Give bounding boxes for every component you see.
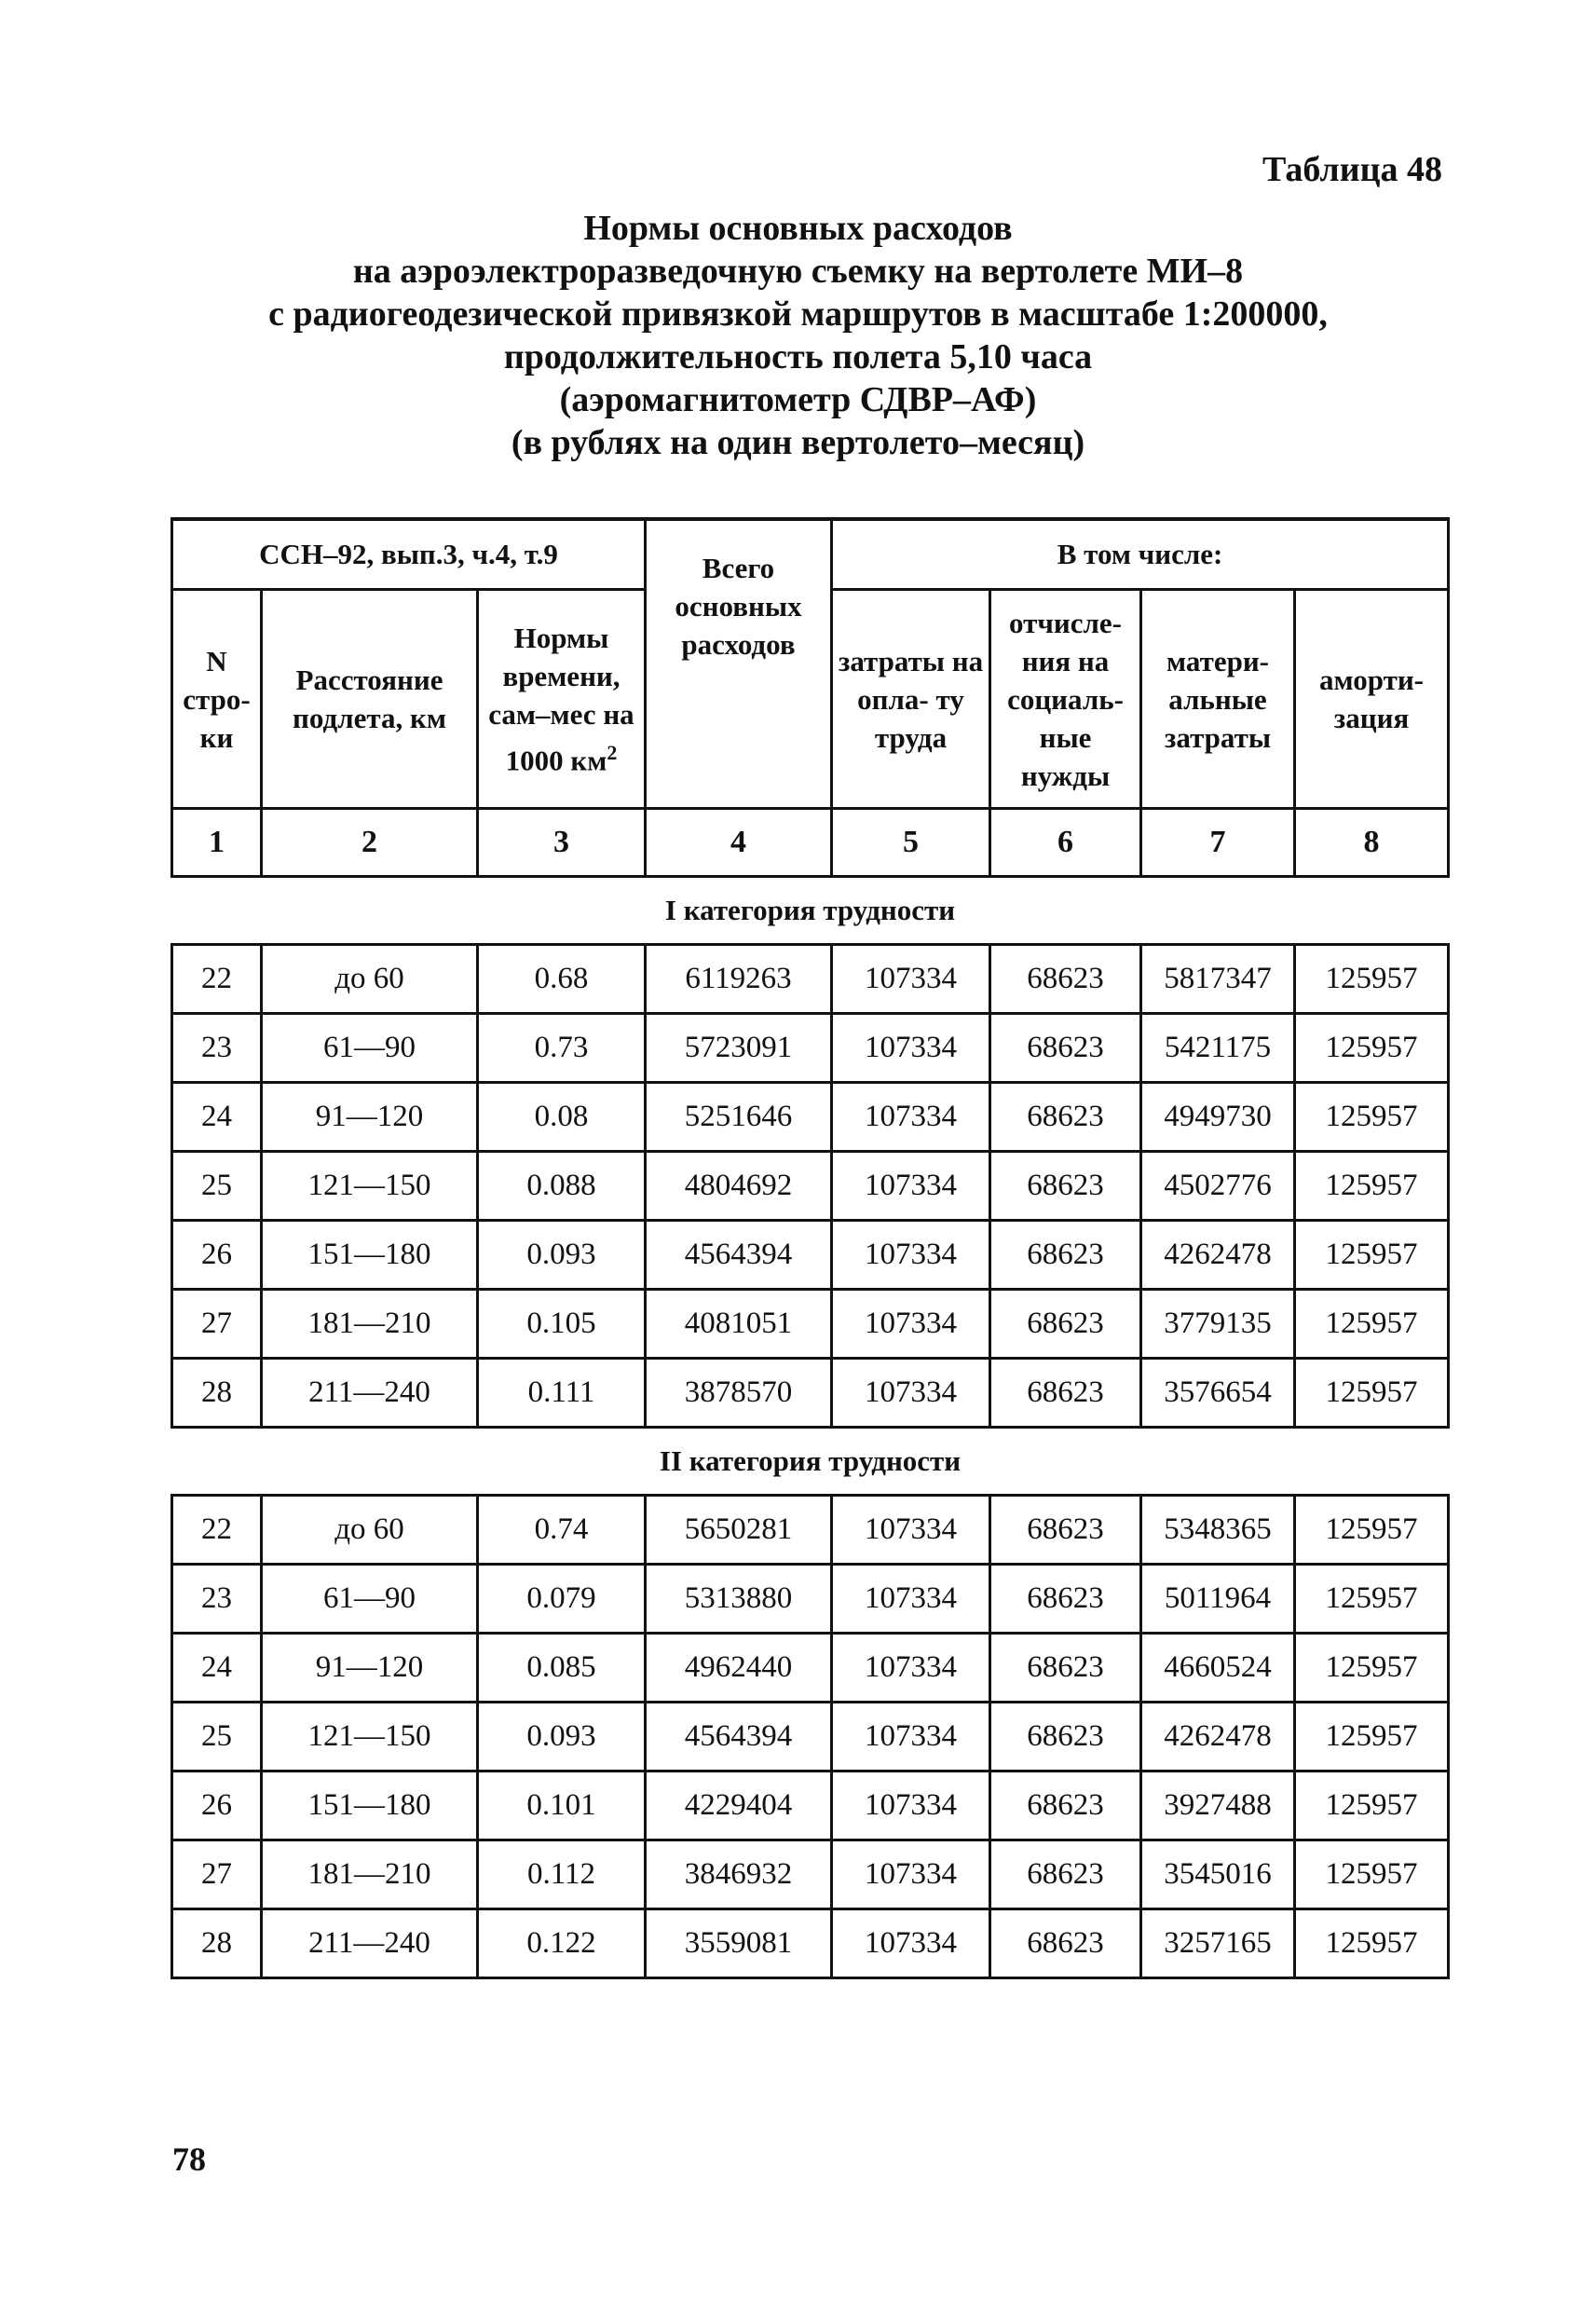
column-number: 7: [1141, 809, 1295, 877]
table-cell: 107334: [832, 1703, 990, 1772]
table-row: [172, 1083, 1449, 1152]
category-title: II категория трудности: [172, 1428, 1449, 1496]
table-cell: 3846932: [646, 1840, 832, 1909]
table-cell: 125957: [1295, 1290, 1449, 1359]
page-number: 78: [172, 2141, 206, 2178]
title-line: (в рублях на один вертолето–месяц): [511, 423, 1085, 462]
table-cell: 211—240: [262, 1909, 478, 1978]
table-cell: 125957: [1295, 945, 1449, 1014]
table-cell: 3779135: [1141, 1290, 1295, 1359]
table-cell: 125957: [1295, 1359, 1449, 1428]
table-row: [172, 1359, 1449, 1428]
table-cell: 23: [172, 1565, 262, 1634]
table-cell: 68623: [990, 1014, 1141, 1083]
table-row: [172, 1152, 1449, 1221]
table-cell: 26: [172, 1221, 262, 1290]
table-cell: 125957: [1295, 1565, 1449, 1634]
total-header: Всего основных расходов: [646, 519, 832, 809]
source-header: ССН–92, вып.3, ч.4, т.9: [172, 519, 646, 590]
table-cell: 5348365: [1141, 1496, 1295, 1565]
table-cell: 3576654: [1141, 1359, 1295, 1428]
table-row: [172, 1909, 1449, 1978]
table-cell: 107334: [832, 1014, 990, 1083]
title-line: с радиогеодезической привязкой маршрутов в масштабе 1:200000,: [268, 294, 1328, 334]
social-contributions-header: отчисле- ния на социаль- ные нужды: [990, 590, 1141, 809]
time-norms-label: Нормы времени, сам–мес на: [488, 621, 634, 731]
table-cell: 107334: [832, 1083, 990, 1152]
table-cell: 107334: [832, 1152, 990, 1221]
table-cell: 24: [172, 1083, 262, 1152]
table-cell: 0.112: [478, 1840, 646, 1909]
table-cell: 22: [172, 945, 262, 1014]
table-row: [172, 1772, 1449, 1840]
table-row: [172, 1290, 1449, 1359]
table-cell: 0.085: [478, 1634, 646, 1703]
table-cell: 61—90: [262, 1565, 478, 1634]
column-number: 1: [172, 809, 262, 877]
table-cell: 91—120: [262, 1634, 478, 1703]
table-cell: 125957: [1295, 1496, 1449, 1565]
table-cell: 0.111: [478, 1359, 646, 1428]
table-cell: 28: [172, 1359, 262, 1428]
table-cell: 125957: [1295, 1909, 1449, 1978]
table-cell: 107334: [832, 1359, 990, 1428]
table-cell: 0.105: [478, 1290, 646, 1359]
table-cell: 0.093: [478, 1703, 646, 1772]
table-cell: 107334: [832, 1565, 990, 1634]
column-number: 3: [478, 809, 646, 877]
table-cell: 107334: [832, 1496, 990, 1565]
table-cell: 0.088: [478, 1152, 646, 1221]
material-cost-header: матери- альные затраты: [1141, 590, 1295, 809]
table-row: [172, 1840, 1449, 1909]
table-cell: 3927488: [1141, 1772, 1295, 1840]
table-cell: 107334: [832, 945, 990, 1014]
table-cell: 68623: [990, 1152, 1141, 1221]
table-row: [172, 1221, 1449, 1290]
table-cell: 125957: [1295, 1634, 1449, 1703]
table-cell: 125957: [1295, 1152, 1449, 1221]
column-number: 6: [990, 809, 1141, 877]
table-cell: 6119263: [646, 945, 832, 1014]
category-row: [172, 1428, 1449, 1496]
table-cell: 0.079: [478, 1565, 646, 1634]
table-cell: 22: [172, 1496, 262, 1565]
including-header: В том числе:: [832, 519, 1449, 590]
table-cell: 68623: [990, 1359, 1141, 1428]
table-cell: 0.093: [478, 1221, 646, 1290]
table-cell: 4229404: [646, 1772, 832, 1840]
table-cell: 25: [172, 1703, 262, 1772]
table-cell: 27: [172, 1840, 262, 1909]
table-cell: 3559081: [646, 1909, 832, 1978]
time-norms-unit: 1000 км: [505, 744, 607, 777]
time-norms-unit-power: 2: [607, 740, 618, 764]
table-cell: 5421175: [1141, 1014, 1295, 1083]
table-row: [172, 1565, 1449, 1634]
table-cell: 107334: [832, 1772, 990, 1840]
table-cell: 0.101: [478, 1772, 646, 1840]
table-label: Таблица 48: [1262, 150, 1442, 189]
table-cell: 151—180: [262, 1221, 478, 1290]
table-cell: 121—150: [262, 1152, 478, 1221]
table-cell: 125957: [1295, 1840, 1449, 1909]
table-cell: 121—150: [262, 1703, 478, 1772]
column-number: 2: [262, 809, 478, 877]
title-line: на аэроэлектроразведочную съемку на вертолете МИ–8: [352, 252, 1244, 291]
header-row-1: [172, 519, 1449, 590]
table-cell: 68623: [990, 1496, 1141, 1565]
table-cell: 68623: [990, 1290, 1141, 1359]
table-cell: 107334: [832, 1221, 990, 1290]
table-row: [172, 1496, 1449, 1565]
table-cell: 68623: [990, 1221, 1141, 1290]
table-cell: 68623: [990, 1772, 1141, 1840]
table-cell: 68623: [990, 1909, 1141, 1978]
category-row: [172, 877, 1449, 945]
table-cell: 5650281: [646, 1496, 832, 1565]
column-number: 8: [1295, 809, 1449, 877]
norms-table: [171, 517, 1450, 1979]
table-cell: 0.08: [478, 1083, 646, 1152]
table-cell: до 60: [262, 1496, 478, 1565]
table-row: [172, 1703, 1449, 1772]
table-cell: 25: [172, 1152, 262, 1221]
title-line: Нормы основных расходов: [583, 209, 1013, 248]
labor-cost-header: затраты на опла- ту труда: [832, 590, 990, 809]
table-cell: 28: [172, 1909, 262, 1978]
category-title: I категория трудности: [172, 877, 1449, 945]
table-cell: 0.73: [478, 1014, 646, 1083]
table-cell: 5723091: [646, 1014, 832, 1083]
table-cell: 26: [172, 1772, 262, 1840]
table-cell: 4564394: [646, 1703, 832, 1772]
row-number-header: N стро- ки: [172, 590, 262, 809]
table-row: [172, 1014, 1449, 1083]
table-cell: 4962440: [646, 1634, 832, 1703]
table-cell: 5313880: [646, 1565, 832, 1634]
table-cell: до 60: [262, 945, 478, 1014]
table-cell: 4804692: [646, 1152, 832, 1221]
table-cell: 0.68: [478, 945, 646, 1014]
column-numbers-row: [172, 809, 1449, 877]
table-cell: 5251646: [646, 1083, 832, 1152]
table-cell: 68623: [990, 1840, 1141, 1909]
table-cell: 4502776: [1141, 1152, 1295, 1221]
table-cell: 4660524: [1141, 1634, 1295, 1703]
table-cell: 68623: [990, 945, 1141, 1014]
table-row: [172, 1634, 1449, 1703]
title-line: продолжительность полета 5,10 часа: [503, 337, 1093, 376]
table-cell: 3257165: [1141, 1909, 1295, 1978]
table-cell: 3878570: [646, 1359, 832, 1428]
time-norms-header: [478, 590, 646, 809]
distance-header: Расстояние подлета, км: [262, 590, 478, 809]
table-cell: 27: [172, 1290, 262, 1359]
table-cell: 211—240: [262, 1359, 478, 1428]
table-cell: 68623: [990, 1703, 1141, 1772]
table-cell: 0.122: [478, 1909, 646, 1978]
table-cell: 107334: [832, 1290, 990, 1359]
table-cell: 3545016: [1141, 1840, 1295, 1909]
table-cell: 107334: [832, 1909, 990, 1978]
table-cell: 107334: [832, 1634, 990, 1703]
table-cell: 4081051: [646, 1290, 832, 1359]
table-cell: 68623: [990, 1565, 1141, 1634]
table-cell: 5011964: [1141, 1565, 1295, 1634]
table-cell: 4564394: [646, 1221, 832, 1290]
table-cell: 68623: [990, 1634, 1141, 1703]
table-cell: 0.74: [478, 1496, 646, 1565]
table-cell: 5817347: [1141, 945, 1295, 1014]
column-number: 4: [646, 809, 832, 877]
table-cell: 181—210: [262, 1290, 478, 1359]
table-cell: 4262478: [1141, 1221, 1295, 1290]
table-cell: 24: [172, 1634, 262, 1703]
table-cell: 125957: [1295, 1083, 1449, 1152]
table-cell: 151—180: [262, 1772, 478, 1840]
amortization-header: аморти- зация: [1295, 590, 1449, 809]
table-cell: 91—120: [262, 1083, 478, 1152]
table-cell: 125957: [1295, 1014, 1449, 1083]
table-cell: 125957: [1295, 1703, 1449, 1772]
table-cell: 23: [172, 1014, 262, 1083]
table-cell: 68623: [990, 1083, 1141, 1152]
table-cell: 61—90: [262, 1014, 478, 1083]
table-cell: 107334: [832, 1840, 990, 1909]
table-cell: 181—210: [262, 1840, 478, 1909]
table-cell: 125957: [1295, 1221, 1449, 1290]
table-cell: 4262478: [1141, 1703, 1295, 1772]
table-cell: 4949730: [1141, 1083, 1295, 1152]
title-line: (аэромагнитометр СДВР–АФ): [559, 380, 1037, 419]
table-row: [172, 945, 1449, 1014]
column-number: 5: [832, 809, 990, 877]
table-title: [0, 207, 1596, 464]
table-cell: 125957: [1295, 1772, 1449, 1840]
